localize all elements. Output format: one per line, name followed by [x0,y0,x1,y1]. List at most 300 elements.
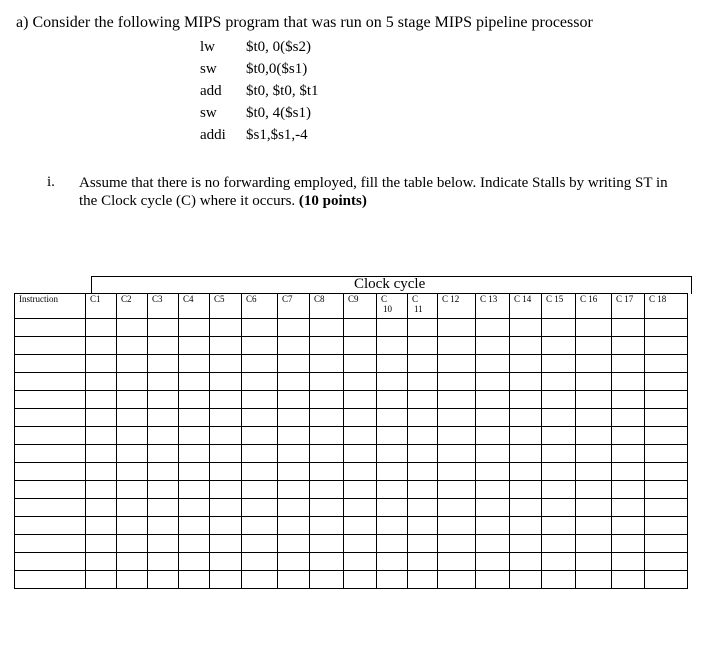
cycle-cell[interactable] [242,553,278,571]
cycle-cell[interactable] [148,499,179,517]
cycle-cell[interactable] [612,571,645,589]
cycle-cell[interactable] [377,355,408,373]
cycle-cell[interactable] [576,391,612,409]
cycle-cell[interactable] [344,535,377,553]
question-label: a) [16,14,29,31]
cycle-cell[interactable] [344,337,377,355]
cycle-cell[interactable] [510,499,542,517]
cycle-cell[interactable] [179,499,210,517]
cycle-cell[interactable] [179,391,210,409]
cycle-cell[interactable] [510,463,542,481]
cycle-cell[interactable] [117,337,148,355]
cycle-cell[interactable] [476,445,510,463]
cycle-cell[interactable] [117,463,148,481]
cycle-cell[interactable] [408,553,438,571]
cycle-cell[interactable] [310,535,344,553]
cycle-cell[interactable] [542,355,576,373]
cycle-cell[interactable] [344,319,377,337]
cycle-cell[interactable] [148,337,179,355]
subquestion-body: Assume that there is no forwarding employed, fill the table below. Indicate Stalls by writing ST in the Clock cycle (C) where it occurs. [79,175,668,209]
cycle-cell[interactable] [377,391,408,409]
cycle-cell[interactable] [542,409,576,427]
cycle-cell[interactable] [344,409,377,427]
cycle-cell[interactable] [645,481,688,499]
cycle-cell[interactable] [576,535,612,553]
cycle-cell[interactable] [576,571,612,589]
cycle-cell[interactable] [645,553,688,571]
cycle-cell[interactable] [408,373,438,391]
cycle-cell[interactable] [310,445,344,463]
cycle-cell[interactable] [377,571,408,589]
cycle-cell[interactable] [148,319,179,337]
instruction-cell[interactable] [15,535,86,553]
cycle-cell[interactable] [210,427,242,445]
cycle-header: C 13 [476,294,510,319]
cycle-cell[interactable] [408,319,438,337]
cycle-cell[interactable] [310,517,344,535]
cycle-cell[interactable] [510,535,542,553]
cycle-cell[interactable] [344,571,377,589]
cycle-cell[interactable] [117,409,148,427]
cycle-cell[interactable] [179,355,210,373]
cycle-cell[interactable] [576,337,612,355]
cycle-cell[interactable] [476,535,510,553]
cycle-cell[interactable] [408,535,438,553]
cycle-cell[interactable] [242,463,278,481]
cycle-cell[interactable] [645,391,688,409]
cycle-cell[interactable] [476,427,510,445]
cycle-cell[interactable] [179,409,210,427]
cycle-cell[interactable] [179,427,210,445]
cycle-cell[interactable] [476,517,510,535]
cycle-cell[interactable] [542,481,576,499]
cycle-cell[interactable] [310,499,344,517]
code-line [200,102,319,124]
cycle-cell[interactable] [438,445,476,463]
cycle-cell[interactable] [117,535,148,553]
cycle-cell[interactable] [310,553,344,571]
cycle-cell[interactable] [476,355,510,373]
cycle-cell[interactable] [278,481,310,499]
cycle-cell[interactable] [510,427,542,445]
cycle-cell[interactable] [408,337,438,355]
cycle-cell[interactable] [242,355,278,373]
cycle-cell[interactable] [148,391,179,409]
cycle-cell[interactable] [242,445,278,463]
cycle-cell[interactable] [86,517,117,535]
cycle-cell[interactable] [179,445,210,463]
cycle-cell[interactable] [576,427,612,445]
cycle-cell[interactable] [542,571,576,589]
cycle-cell[interactable] [408,355,438,373]
cycle-cell[interactable] [86,409,117,427]
cycle-cell[interactable] [310,391,344,409]
cycle-cell[interactable] [210,319,242,337]
cycle-cell[interactable] [117,499,148,517]
cycle-cell[interactable] [148,481,179,499]
cycle-cell[interactable] [476,391,510,409]
cycle-cell[interactable] [408,445,438,463]
cycle-cell[interactable] [438,427,476,445]
cycle-cell[interactable] [542,445,576,463]
cycle-cell[interactable] [179,463,210,481]
cycle-cell[interactable] [510,355,542,373]
cycle-cell[interactable] [242,427,278,445]
subquestion-marker: i. [47,174,55,190]
cycle-cell[interactable] [612,481,645,499]
cycle-cell[interactable] [148,355,179,373]
cycle-cell[interactable] [310,571,344,589]
cycle-cell[interactable] [377,535,408,553]
cycle-cell[interactable] [148,571,179,589]
cycle-cell[interactable] [117,427,148,445]
cycle-cell[interactable] [310,337,344,355]
cycle-cell[interactable] [542,337,576,355]
cycle-cell[interactable] [344,517,377,535]
cycle-cell[interactable] [310,427,344,445]
cycle-cell[interactable] [179,373,210,391]
cycle-cell[interactable] [148,409,179,427]
cycle-cell[interactable] [278,355,310,373]
cycle-cell[interactable] [210,337,242,355]
cycle-cell[interactable] [117,553,148,571]
cycle-cell[interactable] [179,553,210,571]
cycle-cell[interactable] [148,535,179,553]
cycle-cell[interactable] [242,409,278,427]
cycle-cell[interactable] [438,499,476,517]
cycle-cell[interactable] [476,463,510,481]
cycle-cell[interactable] [278,553,310,571]
cycle-cell[interactable] [210,445,242,463]
cycle-cell[interactable] [210,553,242,571]
cycle-cell[interactable] [344,427,377,445]
cycle-cell[interactable] [86,463,117,481]
cycle-cell[interactable] [438,409,476,427]
cycle-cell[interactable] [645,337,688,355]
cycle-cell[interactable] [645,427,688,445]
cycle-cell[interactable] [148,553,179,571]
cycle-cell[interactable] [242,391,278,409]
cycle-cell[interactable] [576,517,612,535]
cycle-cell[interactable] [344,373,377,391]
cycle-cell[interactable] [408,427,438,445]
cycle-cell[interactable] [210,463,242,481]
cycle-cell[interactable] [377,463,408,481]
cycle-cell[interactable] [645,409,688,427]
cycle-cell[interactable] [278,499,310,517]
cycle-cell[interactable] [645,535,688,553]
cycle-cell[interactable] [612,427,645,445]
instruction-cell[interactable] [15,481,86,499]
cycle-cell[interactable] [210,391,242,409]
cycle-cell[interactable] [612,517,645,535]
cycle-cell[interactable] [542,391,576,409]
cycle-cell[interactable] [612,355,645,373]
cycle-cell[interactable] [476,481,510,499]
cycle-cell[interactable] [576,481,612,499]
cycle-cell[interactable] [86,535,117,553]
cycle-cell[interactable] [612,445,645,463]
cycle-cell[interactable] [576,355,612,373]
cycle-cell[interactable] [438,337,476,355]
operands: $t0, 4($s1) [246,105,311,121]
cycle-cell[interactable] [148,517,179,535]
cycle-cell[interactable] [438,463,476,481]
table-row [15,499,688,517]
table-row [15,553,688,571]
cycle-cell[interactable] [278,337,310,355]
cycle-cell[interactable] [344,391,377,409]
instruction-cell[interactable] [15,319,86,337]
cycle-cell[interactable] [576,319,612,337]
cycle-cell[interactable] [542,535,576,553]
cycle-cell[interactable] [278,319,310,337]
cycle-cell[interactable] [438,481,476,499]
cycle-cell[interactable] [242,481,278,499]
cycle-cell[interactable] [278,445,310,463]
instruction-cell[interactable] [15,355,86,373]
cycle-cell[interactable] [117,445,148,463]
cycle-cell[interactable] [377,481,408,499]
cycle-cell[interactable] [377,499,408,517]
cycle-cell[interactable] [438,355,476,373]
cycle-cell[interactable] [210,409,242,427]
cycle-cell[interactable] [344,445,377,463]
cycle-cell[interactable] [86,337,117,355]
cycle-cell[interactable] [117,571,148,589]
cycle-cell[interactable] [86,571,117,589]
cycle-cell[interactable] [408,391,438,409]
cycle-cell[interactable] [179,517,210,535]
cycle-cell[interactable] [612,319,645,337]
cycle-cell[interactable] [612,337,645,355]
instruction-cell[interactable] [15,409,86,427]
cycle-cell[interactable] [377,517,408,535]
cycle-cell[interactable] [148,373,179,391]
cycle-cell[interactable] [86,553,117,571]
cycle-cell[interactable] [179,535,210,553]
cycle-cell[interactable] [278,463,310,481]
cycle-cell[interactable] [242,337,278,355]
instruction-cell[interactable] [15,373,86,391]
cycle-cell[interactable] [148,445,179,463]
cycle-cell[interactable] [278,535,310,553]
cycle-cell[interactable] [645,319,688,337]
cycle-cell[interactable] [210,481,242,499]
cycle-cell[interactable] [377,337,408,355]
cycle-cell[interactable] [408,481,438,499]
cycle-cell[interactable] [510,409,542,427]
cycle-cell[interactable] [377,319,408,337]
cycle-cell[interactable] [210,499,242,517]
instruction-cell[interactable] [15,499,86,517]
cycle-cell[interactable] [476,553,510,571]
cycle-cell[interactable] [542,427,576,445]
cycle-cell[interactable] [117,481,148,499]
cycle-cell[interactable] [117,517,148,535]
cycle-cell[interactable] [210,373,242,391]
cycle-cell[interactable] [344,463,377,481]
cycle-cell[interactable] [408,571,438,589]
cycle-cell[interactable] [542,463,576,481]
cycle-cell[interactable] [612,373,645,391]
cycle-cell[interactable] [210,355,242,373]
cycle-cell[interactable] [438,517,476,535]
cycle-cell[interactable] [612,499,645,517]
cycle-cell[interactable] [542,373,576,391]
cycle-header: C8 [310,294,344,319]
cycle-cell[interactable] [179,319,210,337]
cycle-cell[interactable] [510,373,542,391]
cycle-cell[interactable] [576,553,612,571]
cycle-cell[interactable] [278,391,310,409]
cycle-cell[interactable] [510,481,542,499]
cycle-cell[interactable] [210,535,242,553]
cycle-cell[interactable] [377,553,408,571]
cycle-cell[interactable] [476,373,510,391]
cycle-cell[interactable] [438,535,476,553]
cycle-cell[interactable] [542,499,576,517]
cycle-cell[interactable] [645,463,688,481]
cycle-cell[interactable] [310,319,344,337]
cycle-cell[interactable] [510,571,542,589]
cycle-cell[interactable] [278,373,310,391]
instruction-cell[interactable] [15,571,86,589]
cycle-header: C4 [179,294,210,319]
cycle-cell[interactable] [377,373,408,391]
cycle-cell[interactable] [242,499,278,517]
cycle-cell[interactable] [310,481,344,499]
cycle-cell[interactable] [86,445,117,463]
instruction-cell[interactable] [15,337,86,355]
cycle-cell[interactable] [86,355,117,373]
cycle-header: C 11 [408,294,438,319]
cycle-cell[interactable] [242,373,278,391]
cycle-cell[interactable] [242,319,278,337]
cycle-cell[interactable] [510,553,542,571]
mips-program [200,36,319,146]
question-heading [16,14,593,32]
cycle-cell[interactable] [438,319,476,337]
cycle-cell[interactable] [408,409,438,427]
cycle-cell[interactable] [310,355,344,373]
cycle-cell[interactable] [344,355,377,373]
cycle-cell[interactable] [117,373,148,391]
cycle-cell[interactable] [576,499,612,517]
instruction-cell[interactable] [15,445,86,463]
cycle-cell[interactable] [344,553,377,571]
cycle-cell[interactable] [612,535,645,553]
cycle-cell[interactable] [510,517,542,535]
cycle-cell[interactable] [408,517,438,535]
cycle-cell[interactable] [438,553,476,571]
instruction-cell[interactable] [15,463,86,481]
cycle-header: C 14 [510,294,542,319]
cycle-cell[interactable] [510,337,542,355]
cycle-cell[interactable] [438,571,476,589]
cycle-cell[interactable] [645,373,688,391]
cycle-cell[interactable] [117,355,148,373]
cycle-cell[interactable] [310,373,344,391]
cycle-cell[interactable] [310,409,344,427]
cycle-cell[interactable] [542,553,576,571]
cycle-cell[interactable] [86,427,117,445]
cycle-cell[interactable] [344,481,377,499]
cycle-cell[interactable] [476,571,510,589]
cycle-cell[interactable] [86,373,117,391]
cycle-cell[interactable] [179,571,210,589]
cycle-cell[interactable] [612,463,645,481]
cycle-cell[interactable] [210,517,242,535]
cycle-cell[interactable] [438,391,476,409]
instruction-cell[interactable] [15,427,86,445]
cycle-cell[interactable] [645,499,688,517]
cycle-cell[interactable] [542,517,576,535]
cycle-cell[interactable] [476,499,510,517]
cycle-cell[interactable] [476,409,510,427]
cycle-cell[interactable] [86,319,117,337]
cycle-cell[interactable] [645,517,688,535]
instruction-cell[interactable] [15,517,86,535]
cycle-cell[interactable] [210,571,242,589]
cycle-cell[interactable] [148,463,179,481]
cycle-cell[interactable] [612,553,645,571]
cycle-cell[interactable] [278,571,310,589]
cycle-cell[interactable] [510,445,542,463]
cycle-cell[interactable] [377,445,408,463]
cycle-cell[interactable] [148,427,179,445]
cycle-cell[interactable] [242,535,278,553]
cycle-cell[interactable] [510,319,542,337]
cycle-cell[interactable] [476,319,510,337]
cycle-cell[interactable] [117,319,148,337]
cycle-cell[interactable] [510,391,542,409]
cycle-cell[interactable] [612,409,645,427]
cycle-cell[interactable] [576,463,612,481]
cycle-cell[interactable] [179,481,210,499]
cycle-cell[interactable] [278,427,310,445]
cycle-cell[interactable] [86,499,117,517]
cycle-cell[interactable] [179,337,210,355]
instruction-cell[interactable] [15,391,86,409]
cycle-cell[interactable] [645,571,688,589]
cycle-cell[interactable] [408,463,438,481]
cycle-cell[interactable] [645,355,688,373]
cycle-cell[interactable] [645,445,688,463]
cycle-cell[interactable] [278,409,310,427]
cycle-cell[interactable] [344,499,377,517]
cycle-cell[interactable] [377,427,408,445]
cycle-cell[interactable] [242,571,278,589]
cycle-cell[interactable] [310,463,344,481]
cycle-cell[interactable] [242,517,278,535]
cycle-cell[interactable] [576,373,612,391]
instruction-cell[interactable] [15,553,86,571]
cycle-cell[interactable] [86,391,117,409]
cycle-cell[interactable] [542,319,576,337]
cycle-cell[interactable] [278,517,310,535]
cycle-cell[interactable] [408,499,438,517]
cycle-cell[interactable] [576,409,612,427]
cycle-cell[interactable] [576,445,612,463]
cycle-cell[interactable] [86,481,117,499]
cycle-cell[interactable] [117,391,148,409]
cycle-cell[interactable] [438,373,476,391]
cycle-cell[interactable] [476,337,510,355]
cycle-cell[interactable] [612,391,645,409]
table-row [15,337,688,355]
cycle-cell[interactable] [377,409,408,427]
